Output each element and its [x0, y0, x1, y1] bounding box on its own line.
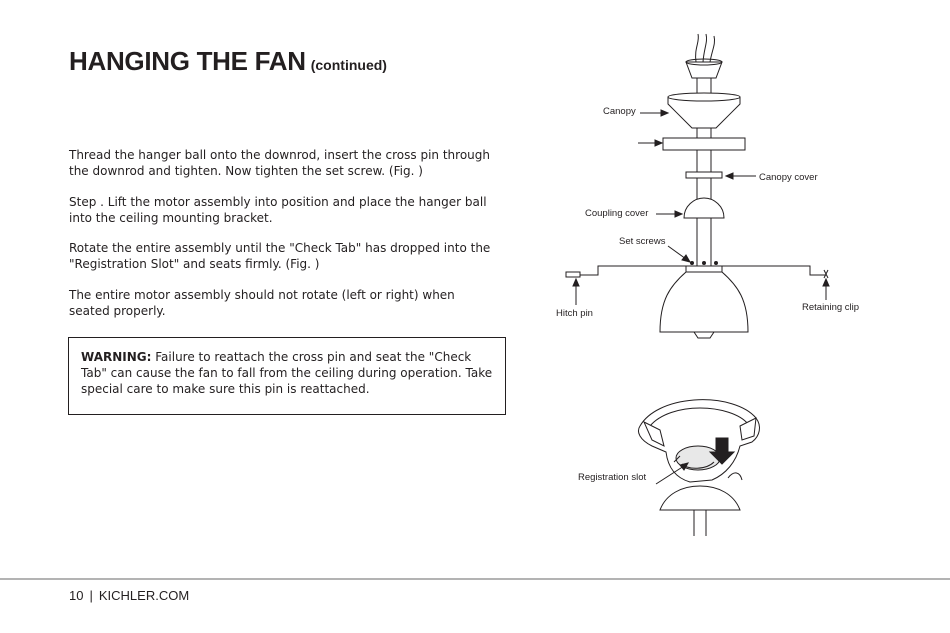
wire: [696, 34, 699, 62]
ring-arrowhead: [655, 140, 662, 146]
page-footer: [69, 588, 189, 603]
step-paragraph-3: Rotate the entire assembly until the "Check Tab" has dropped into the "Registration Slot" and seats firmly. (Fig. ): [69, 241, 491, 271]
wire: [710, 36, 715, 62]
title-suffix: (continued): [310, 57, 387, 73]
hitch-pin: [566, 272, 580, 277]
page-number: 10: [69, 588, 84, 603]
label-hitch-pin: Hitch pin: [556, 308, 593, 319]
set-screws-arrow: [668, 246, 686, 259]
canopy-cover-arrowhead: [726, 173, 733, 179]
coupling-cover-arrowhead: [675, 211, 682, 217]
footer-site: KICHLER.COM: [98, 588, 190, 603]
canopy-ring: [663, 138, 745, 150]
warning-text: Failure to reattach the cross pin and seat the "Check Tab" can cause the fan to fall from the ceiling during operation. Take special care to make sure this pin is reattached.: [81, 350, 493, 396]
coupling-cover-detail: [660, 486, 740, 510]
set-screw: [691, 262, 694, 265]
set-screws-arrowhead: [682, 255, 690, 262]
footer-divider: [0, 578, 950, 580]
label-canopy: Canopy: [603, 106, 636, 117]
registration-slot-illustration: [639, 400, 760, 536]
canopy: [668, 97, 740, 128]
footer-separator: |: [89, 588, 93, 603]
label-set-screws: Set screws: [619, 236, 666, 247]
canopy-cover: [686, 172, 722, 178]
label-registration-slot: Registration slot: [578, 472, 647, 483]
label-retaining-clip: Retaining clip: [802, 302, 860, 313]
motor-housing: [660, 266, 748, 332]
warning-label: WARNING:: [81, 350, 152, 364]
set-screw: [715, 262, 718, 265]
canopy-top: [668, 93, 740, 101]
cable: [728, 473, 742, 480]
canopy-arrowhead: [661, 110, 668, 116]
step-paragraph-1: Thread the hanger ball onto the downrod, insert the cross pin through the downrod and tighten. Now tighten the set screw. (Fig. ): [69, 148, 490, 178]
step-paragraph-4: The entire motor assembly should not rotate (left or right) when seated properly.: [69, 288, 455, 318]
title-main: HANGING THE FAN: [69, 46, 306, 76]
housing-bottom-cap: [694, 332, 714, 338]
retaining-clip: [824, 270, 828, 278]
label-coupling-cover: Coupling cover: [585, 208, 649, 219]
set-screw: [703, 262, 706, 265]
wire: [703, 34, 707, 62]
hitch-pin-arrowhead: [573, 279, 579, 286]
hanging-fan-illustration: [566, 34, 828, 338]
retaining-clip-arrowhead: [823, 279, 829, 286]
step-paragraph-2: Step . Lift the motor assembly into position and place the hanger ball into the ceiling mounting bracket.: [69, 195, 487, 225]
label-canopy-cover: Canopy cover: [759, 172, 818, 183]
coupling-cover: [684, 198, 724, 218]
